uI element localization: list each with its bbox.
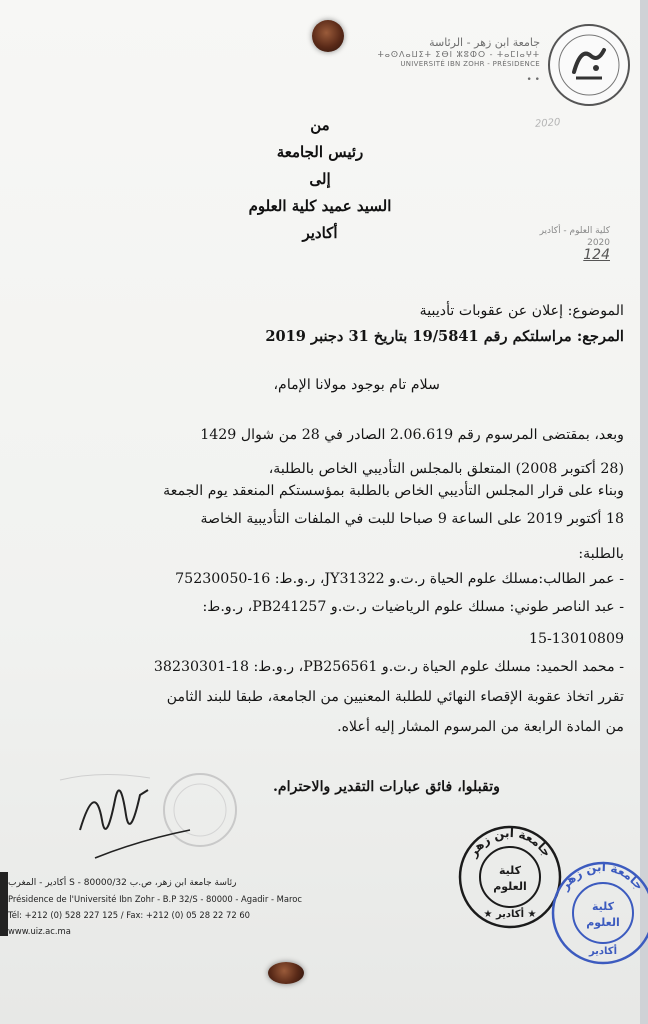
to-label: إلى — [309, 170, 331, 188]
paragraph-line-5: بالطلبة: — [578, 546, 624, 562]
reception-stamp-line: كلية العلوم - أكادير — [539, 226, 610, 236]
letterhead-tifinagh: ⵜⴰⵙⴷⴰⵡⵉⵜ ⵉⴱⵏ ⵣⵓⵀⵔ - ⵜⴰⵎⵏⴰⵖⵜ — [377, 49, 540, 59]
signature — [40, 760, 240, 880]
faculty-stamp-blue — [548, 858, 648, 972]
footer-arabic: رئاسة جامعة ابن زهر، ص.ب 32/S - 80000 أكادير - المغرب — [8, 878, 237, 888]
to-recipient: السيد عميد كلية العلوم — [248, 197, 392, 215]
footer-telephone: Tél: +212 (0) 528 227 125 / Fax: +212 (0) 05 28 22 72 60 — [8, 910, 251, 920]
svg-text:★ أكادير ★: ★ أكادير ★ — [483, 909, 537, 920]
reception-stamp — [490, 225, 610, 261]
bottom-punch-hole — [268, 962, 304, 984]
pencil-annotation: 2020 — [534, 117, 561, 130]
footer-website: www.uiz.ac.ma — [8, 926, 71, 936]
letterhead-dots: • • — [526, 74, 540, 85]
student-entry-2-continued: 15-13010809 — [528, 631, 624, 647]
reference-line: المرجع: مراسلتكم رقم 19/5841 بتاريخ 31 دجنبر 2019 — [265, 328, 624, 345]
svg-text:أكادير: أكادير — [588, 946, 618, 957]
reception-stamp-number: 124 — [583, 247, 610, 263]
from-sender: رئيس الجامعة — [276, 143, 364, 161]
svg-text:العلوم: العلوم — [586, 916, 620, 929]
svg-text:جامعة ابن زهر: جامعة ابن زهر — [465, 825, 555, 860]
addressing-block — [170, 112, 470, 247]
footer-french: Présidence de l'Université Ibn Zohr - B.P 32/S - 80000 - Agadir - Maroc — [8, 894, 302, 904]
paragraph-line-1: وبعد، بمقتضى المرسوم رقم 2.06.619 الصادر في 28 من شوال 1429 — [200, 427, 624, 443]
footer — [8, 875, 368, 939]
letterhead — [378, 36, 540, 86]
salutation: سلام تام بوجود مولانا الإمام، — [273, 377, 440, 393]
paragraph-line-3: وبناء على قرار المجلس التأديبي الخاص بالطلبة بمؤسستكم المنعقد يوم الجمعة — [163, 483, 624, 499]
svg-text:كلية: كلية — [498, 864, 522, 877]
svg-text:كلية: كلية — [591, 900, 615, 913]
letterhead-french: UNIVERSITÉ IBN ZOHR - PRÉSIDENCE — [400, 59, 540, 68]
closing-line: وتقبلوا، فائق عبارات التقدير والاحترام. — [272, 779, 500, 795]
paragraph-line-2: (28 أكتوبر 2008) المتعلق بالمجلس التأديبي الخاص بالطلبة، — [268, 461, 624, 477]
reception-stamp-year: 2020 — [587, 238, 610, 248]
decision-line-1: تقرر اتخاذ عقوبة الإقصاء النهائي للطلبة المعنيين من الجامعة، طبقا للبند الثامن — [166, 689, 624, 705]
svg-text:جامعة ابن زهر: جامعة ابن زهر — [557, 859, 647, 893]
from-label: من — [310, 116, 330, 134]
student-entry-1: - عمر الطالب:مسلك علوم الحياة ر.ت.و JY31322، ر.و.ط: 16-75230050 — [175, 571, 624, 587]
university-logo — [546, 22, 632, 108]
paragraph-line-4: 18 أكتوبر 2019 على الساعة 9 صباحا للبت في الملفات التأديبية الخاصة — [200, 511, 624, 527]
subject-line: الموضوع: إعلان عن عقوبات تأديبية — [419, 303, 624, 319]
student-entry-3: - محمد الحميد: مسلك علوم الحياة ر.ت.و PB256561، ر.و.ط: 18-38230301 — [153, 659, 624, 675]
recipient-city: أكادير — [302, 224, 338, 242]
top-punch-hole — [312, 20, 344, 52]
decision-line-2: من المادة الرابعة من المرسوم المشار إليه أعلاه. — [337, 719, 624, 735]
letterhead-arabic: جامعة ابن زهر - الرئاسة — [429, 36, 540, 49]
svg-text:العلوم: العلوم — [493, 880, 527, 893]
scan-edge-mark — [0, 872, 8, 936]
student-entry-2: - عبد الناصر طوني: مسلك علوم الرياضيات ر.ت.و PB241257، ر.و.ط: — [202, 599, 624, 615]
